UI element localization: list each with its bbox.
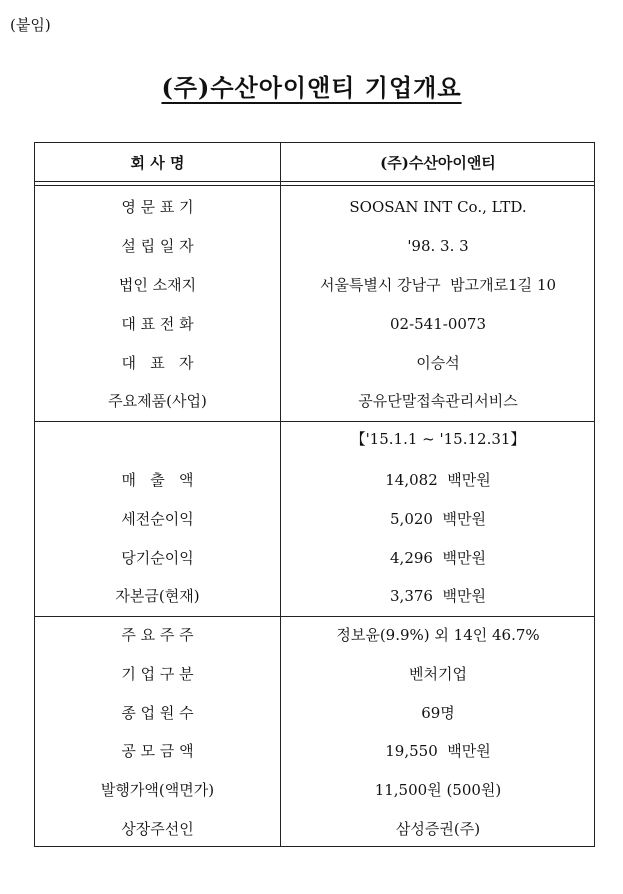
row-label: 법인 소재지 bbox=[118, 276, 197, 294]
row-label: 종 업 원 수 bbox=[121, 704, 194, 722]
row-value: '98. 3. 3 bbox=[407, 237, 469, 255]
row-value: SOOSAN INT Co., LTD. bbox=[349, 198, 527, 216]
header-divider-bottom bbox=[35, 185, 594, 186]
row-value: 02-541-0073 bbox=[389, 315, 487, 333]
page-title: (주)수산아이앤티 기업개요 bbox=[161, 73, 462, 102]
row-value: 삼성증권(주) bbox=[395, 820, 481, 838]
row-label: 당기순이익 bbox=[121, 549, 194, 567]
row-label: 자본금(현재) bbox=[115, 587, 200, 605]
row-value: 14,082 백만원 bbox=[385, 471, 491, 489]
row-value: 정보윤(9.9%) 외 14인 46.7% bbox=[336, 626, 540, 644]
row-value: 공유단말접속관리서비스 bbox=[358, 392, 518, 410]
row-value: 19,550 백만원 bbox=[385, 742, 491, 760]
row-value: 69명 bbox=[421, 704, 455, 722]
period-label: 【'15.1.1 ~ '15.12.31】 bbox=[350, 430, 526, 448]
header-divider-top bbox=[35, 181, 594, 182]
row-value: 5,020 백만원 bbox=[390, 510, 486, 528]
row-label: 주요제품(사업) bbox=[108, 392, 207, 410]
row-label: 상장주선인 bbox=[121, 820, 194, 838]
row-label: 대 표 전 화 bbox=[121, 315, 194, 333]
row-value: 서울특별시 강남구 밤고개로1길 10 bbox=[319, 276, 557, 294]
row-value: 벤처기업 bbox=[409, 665, 467, 683]
row-label: 설 립 일 자 bbox=[121, 237, 194, 255]
company-overview-table bbox=[34, 142, 595, 847]
row-label: 대 표 자 bbox=[121, 354, 194, 372]
row-label: 주 요 주 주 bbox=[121, 626, 194, 644]
header-value: (주)수산아이앤티 bbox=[380, 154, 496, 172]
row-label: 공 모 금 액 bbox=[121, 742, 194, 760]
row-label: 기 업 구 분 bbox=[121, 665, 194, 683]
row-label: 발행가액(액면가) bbox=[100, 781, 215, 799]
row-value: 4,296 백만원 bbox=[390, 549, 486, 567]
section-divider bbox=[35, 421, 594, 422]
attachment-tag: (붙임) bbox=[10, 16, 51, 34]
row-label: 매 출 액 bbox=[121, 471, 194, 489]
header-label: 회 사 명 bbox=[130, 154, 185, 172]
row-value: 11,500원 (500원) bbox=[374, 781, 502, 799]
section-divider bbox=[35, 616, 594, 617]
row-value: 이승석 bbox=[416, 354, 460, 372]
row-label: 세전순이익 bbox=[121, 510, 194, 528]
row-label: 영 문 표 기 bbox=[121, 198, 194, 216]
row-value: 3,376 백만원 bbox=[390, 587, 486, 605]
